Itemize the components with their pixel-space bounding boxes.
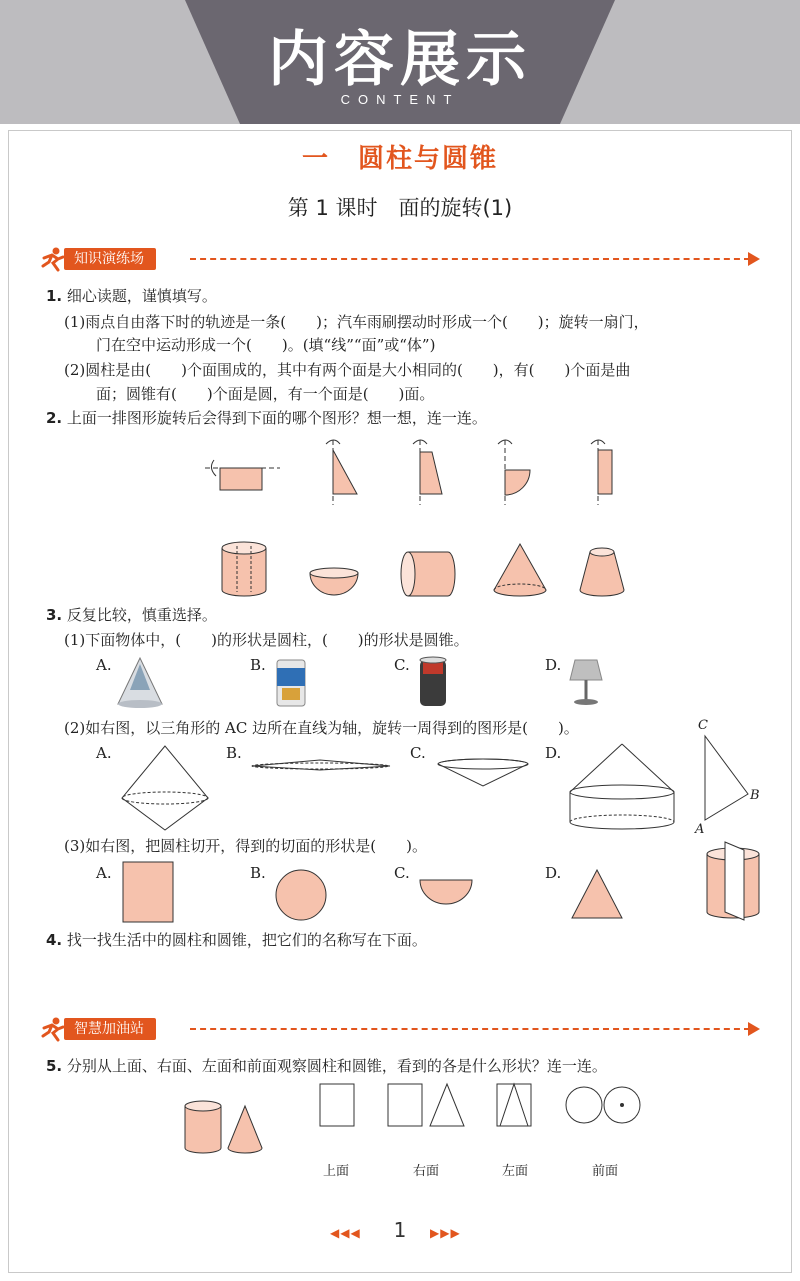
q1 xyxy=(46,286,217,306)
view-label-front: 前面 xyxy=(592,1164,619,1179)
party-hat-cone-image xyxy=(118,658,162,708)
q3-stem: 反复比较，慎重选择。 xyxy=(66,606,217,624)
q1-part2-line1: (2)圆柱是由( )个面围成的，其中有两个面是大小相同的( )，有( )个面是曲 xyxy=(64,361,631,379)
q3 xyxy=(46,605,217,625)
q5-figures xyxy=(0,1080,800,1170)
cone-on-cylinder-option-d xyxy=(570,744,674,829)
triangle-with-axis xyxy=(326,440,357,505)
q3-1-images xyxy=(0,654,800,714)
runner-icon xyxy=(40,246,66,272)
prev-arrows-icon: ◀◀◀ xyxy=(330,1226,361,1240)
q3-part1: (1)下面物体中，( )的形状是圆柱，( )的形状是圆锥。 xyxy=(64,631,469,649)
q3-3-option-b[interactable]: B. xyxy=(250,864,266,882)
q1-part1-line2: 门在空中运动形成一个( )。(填“线”“面”或“体”) xyxy=(96,336,436,354)
triangle-in-rect-view-left xyxy=(500,1084,528,1126)
horizontal-cylinder-solid xyxy=(401,552,455,596)
q3-number: 3. xyxy=(46,606,63,624)
q3-2-option-a[interactable]: A. xyxy=(96,744,112,762)
page-number: 1 xyxy=(393,1218,407,1242)
q3-3-option-c[interactable]: C. xyxy=(394,864,410,882)
q1-part2-line2: 面；圆锥有( )个面是圆，有一个面是( )面。 xyxy=(96,385,435,403)
lamp-image xyxy=(570,660,602,705)
q5-stem: 分别从上面、右面、左面和前面观察圆柱和圆锥，看到的各是什么形状？连一连。 xyxy=(66,1057,607,1075)
cylinder-solid xyxy=(185,1101,221,1153)
triangle-option-d xyxy=(572,870,622,918)
unit-title: 一 圆柱与圆锥 xyxy=(301,144,498,174)
inverted-cone-option-c xyxy=(438,759,528,786)
q3-1-option-b[interactable]: B. xyxy=(250,656,266,674)
q1-number: 1. xyxy=(46,287,63,305)
frustum-solid xyxy=(580,548,624,596)
right-triangle-abc xyxy=(705,736,748,820)
semicircle-option-c xyxy=(420,880,472,904)
quarter-circle-with-axis xyxy=(498,440,530,505)
vertex-c-label: C xyxy=(698,718,708,733)
circle-view-front xyxy=(566,1087,602,1123)
lesson-title: 第 1 课时 面的旋转(1) xyxy=(287,196,513,220)
view-label-left: 左面 xyxy=(502,1164,529,1179)
q4-stem: 找一找生活中的圆柱和圆锥，把它们的名称写在下面。 xyxy=(66,931,427,949)
vertex-a-label: A xyxy=(695,822,705,837)
runner-icon xyxy=(40,1016,66,1042)
arrow-right-icon xyxy=(748,252,760,266)
rectangle-view-right xyxy=(388,1084,422,1126)
section-header-wisdom xyxy=(40,1018,760,1044)
vertex-b-label: B xyxy=(750,788,760,803)
dashed-line xyxy=(190,258,750,260)
rect-with-axis xyxy=(205,460,280,490)
q3-2-option-c[interactable]: C. xyxy=(410,744,426,762)
hemisphere-solid xyxy=(310,568,358,595)
view-label-right: 右面 xyxy=(413,1164,440,1179)
banner-title: 内容展示 xyxy=(268,25,532,95)
q3-3-option-d[interactable]: D. xyxy=(545,864,562,882)
q3-3-option-a[interactable]: A. xyxy=(96,864,112,882)
double-cone-option-a xyxy=(122,746,208,830)
center-dot xyxy=(620,1103,624,1107)
next-arrows-icon: ▶▶▶ xyxy=(430,1226,461,1240)
q2-stem: 上面一排图形旋转后会得到下面的哪个图形？想一想，连一连。 xyxy=(66,409,487,427)
milk-can-cylinder-image xyxy=(277,660,305,706)
cone-solid xyxy=(228,1106,262,1153)
q3-1-option-c[interactable]: C. xyxy=(394,656,410,674)
q3-2-figures xyxy=(0,740,800,840)
q2-figures xyxy=(0,430,800,600)
view-label-top: 上面 xyxy=(323,1164,350,1179)
flat-double-cone-option-b xyxy=(252,760,390,770)
drum-image xyxy=(420,657,446,706)
q5-number: 5. xyxy=(46,1057,63,1075)
cylinder-solid xyxy=(222,542,266,596)
q5 xyxy=(46,1056,607,1076)
q3-2-option-d[interactable]: D. xyxy=(545,744,562,762)
cut-cylinder xyxy=(707,842,759,920)
header-banner xyxy=(0,0,800,124)
triangle-view-right xyxy=(430,1084,464,1126)
dashed-line xyxy=(190,1028,750,1030)
q4 xyxy=(46,930,427,950)
q3-1-option-d[interactable]: D. xyxy=(545,656,562,674)
q3-3-figures xyxy=(0,840,800,930)
q2 xyxy=(46,408,487,428)
q3-part2: (2)如右图，以三角形的 AC 边所在直线为轴，旋转一周得到的图形是( )。 xyxy=(64,719,579,737)
trapezoid-with-axis xyxy=(413,440,442,505)
arrow-right-icon xyxy=(748,1022,760,1036)
section-header-practice xyxy=(40,248,760,274)
q2-number: 2. xyxy=(46,409,63,427)
banner-subtitle: CONTENT xyxy=(340,92,460,107)
rectangle-option-a xyxy=(123,862,173,922)
section-label: 智慧加油站 xyxy=(64,1018,156,1040)
q1-stem: 细心读题，谨慎填写。 xyxy=(66,287,217,305)
q3-1-option-a[interactable]: A. xyxy=(96,656,112,674)
q4-number: 4. xyxy=(46,931,63,949)
q3-2-option-b[interactable]: B. xyxy=(226,744,242,762)
rectangle-view-top xyxy=(320,1084,354,1126)
circle-option-b xyxy=(276,870,326,920)
tall-rect-with-axis xyxy=(591,440,612,505)
q1-part1-line1: (1)雨点自由落下时的轨迹是一条( )；汽车雨刷摆动时形成一个( )；旋转一扇门， xyxy=(64,313,649,331)
q3-part3: (3)如右图，把圆柱切开，得到的切面的形状是( )。 xyxy=(64,837,427,855)
cone-solid xyxy=(494,544,546,596)
section-label: 知识演练场 xyxy=(64,248,156,270)
